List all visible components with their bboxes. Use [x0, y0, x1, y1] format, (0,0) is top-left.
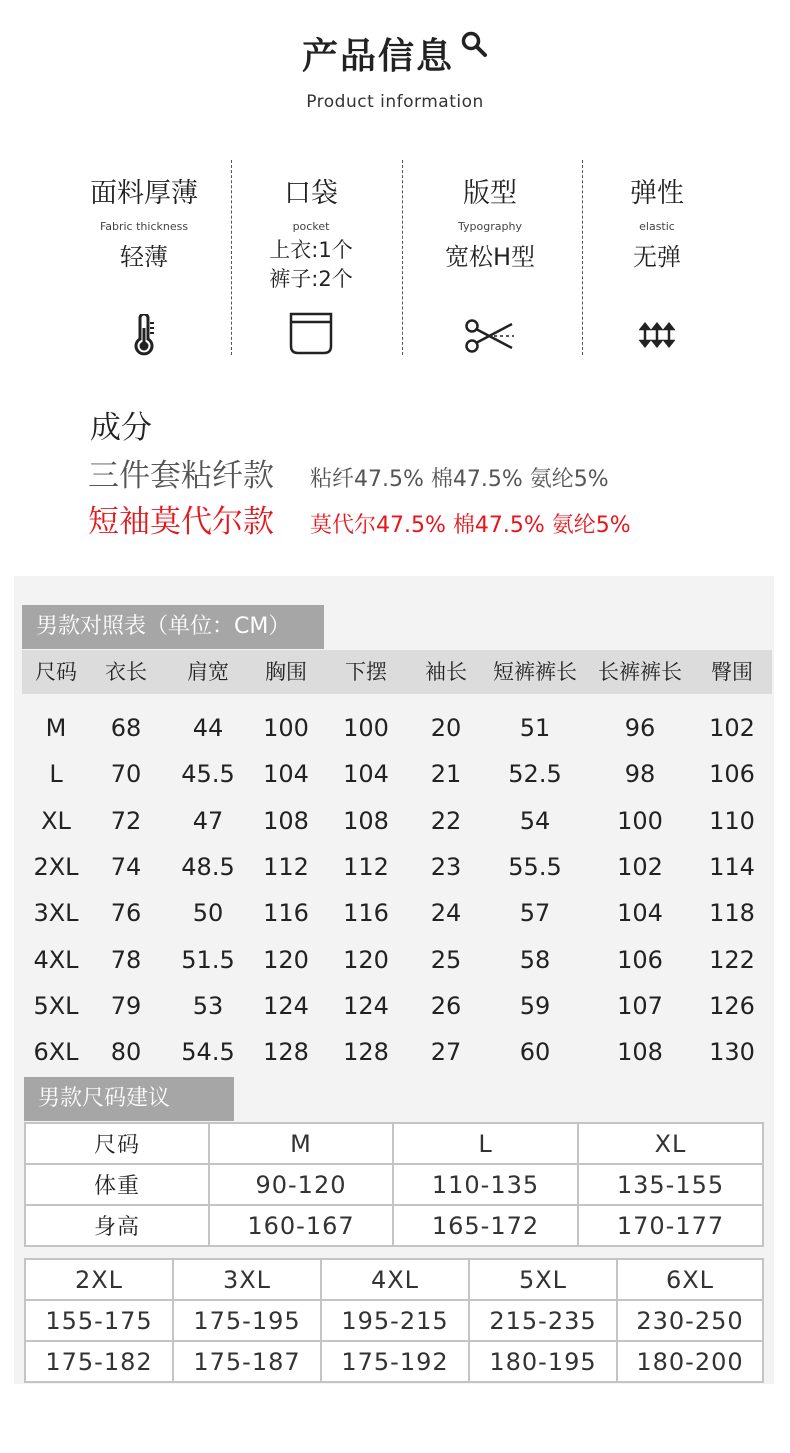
size-chart-cell: 74 — [110, 852, 142, 881]
size-chart-cell: 102 — [709, 714, 755, 742]
pocket-icon — [288, 310, 334, 356]
page-subtitle: Product information — [306, 92, 484, 112]
size-chart-size-cell: 4XL — [33, 945, 79, 974]
size-chart-cell: 24 — [430, 899, 462, 928]
size-chart-cell: 128 — [263, 1038, 309, 1067]
table-cell: 180-200 — [617, 1341, 763, 1382]
attr-label-en: Fabric thickness — [99, 220, 189, 233]
size-chart-cell: 104 — [617, 899, 663, 928]
size-chart-cell: 57 — [519, 899, 551, 928]
size-chart-cell: 47 — [192, 806, 224, 835]
size-chart-cell: 112 — [343, 852, 389, 881]
table-cell: 155-175 — [25, 1300, 173, 1341]
size-chart-cell: 108 — [263, 806, 309, 835]
table-cell: 2XL — [25, 1259, 173, 1300]
table-row — [25, 1205, 763, 1246]
size-chart-size-cell: XL — [41, 806, 71, 835]
attr-divider — [402, 160, 403, 355]
size-chart-cell: 27 — [430, 1038, 462, 1067]
size-chart-cell: 50 — [192, 899, 224, 928]
size-chart-cell: 120 — [263, 945, 309, 974]
size-chart-size-cell: L — [49, 760, 63, 789]
attr-fabric-thickness — [59, 176, 229, 272]
table-cell: 180-195 — [469, 1341, 617, 1382]
size-chart-column-header: 下摆 — [345, 660, 387, 684]
table-row — [25, 1341, 763, 1382]
size-chart-column-header: 衣长 — [105, 660, 147, 684]
row-label-cell: 身高 — [25, 1205, 209, 1246]
size-advice-table-2 — [24, 1258, 764, 1383]
size-chart-cell: 70 — [110, 760, 142, 789]
composition-heading: 成分 — [90, 410, 152, 446]
attr-label-en: Typography — [458, 220, 522, 233]
size-chart-cell: 112 — [263, 852, 309, 881]
size-chart-cell: 130 — [709, 1038, 755, 1067]
table-cell: 135-155 — [578, 1164, 763, 1205]
size-chart-cell: 104 — [263, 760, 309, 789]
attr-value-line-2: 裤子:2个 — [269, 267, 353, 291]
table-cell: 215-235 — [469, 1300, 617, 1341]
attr-pocket — [226, 176, 396, 294]
size-chart-cell: 44 — [192, 714, 224, 742]
size-chart-column-header: 胸围 — [265, 660, 307, 684]
attr-label: 弹性 — [630, 178, 684, 209]
size-chart-cell: 52.5 — [508, 760, 562, 789]
attr-value: 宽松H型 — [444, 243, 536, 271]
table-cell: 175-182 — [25, 1341, 173, 1382]
size-chart-cell: 124 — [343, 991, 389, 1020]
size-chart-column-header: 臀围 — [711, 660, 753, 684]
table-cell: 90-120 — [209, 1164, 393, 1205]
elastic-arrows-icon — [639, 322, 675, 348]
table-cell: 195-215 — [321, 1300, 469, 1341]
size-chart-cell: 51 — [519, 714, 551, 742]
size-chart-cell: 104 — [343, 760, 389, 789]
table-row — [25, 1123, 763, 1164]
composition-desc: 莫代尔47.5% 棉47.5% 氨纶5% — [310, 513, 631, 538]
table-row — [25, 1259, 763, 1300]
size-chart-column-header: 长裤裤长 — [598, 660, 682, 684]
row-label-cell: 体重 — [25, 1164, 209, 1205]
size-chart-cell: 54.5 — [181, 1038, 235, 1067]
attr-label-en: elastic — [639, 220, 675, 233]
table-cell: 170-177 — [578, 1205, 763, 1246]
table-cell: 175-192 — [321, 1341, 469, 1382]
size-chart-cell: 100 — [343, 714, 389, 742]
size-chart-cell: 108 — [343, 806, 389, 835]
size-chart-cell: 72 — [110, 806, 142, 835]
size-chart-cell: 122 — [709, 945, 755, 974]
size-chart-cell: 68 — [110, 714, 142, 742]
size-chart-cell: 21 — [430, 760, 462, 789]
scissors-icon — [464, 318, 516, 354]
size-chart-cell: 102 — [617, 852, 663, 881]
attr-value: 无弹 — [633, 243, 681, 271]
size-chart-cell: 48.5 — [181, 852, 235, 881]
table-row — [25, 1164, 763, 1205]
size-chart-column-header: 袖长 — [425, 660, 467, 684]
size-chart-cell: 108 — [617, 1038, 663, 1067]
table-cell: 5XL — [469, 1259, 617, 1300]
size-chart-cell: 116 — [343, 899, 389, 928]
size-chart-cell: 22 — [430, 806, 462, 835]
size-chart-cell: 76 — [110, 899, 142, 928]
attr-label: 版型 — [463, 178, 517, 209]
size-chart-cell: 107 — [617, 991, 663, 1020]
size-chart-cell: 59 — [519, 991, 551, 1020]
table-row — [25, 1300, 763, 1341]
size-chart-cell: 20 — [430, 714, 462, 742]
composition-row — [88, 450, 609, 495]
size-chart-size-cell: 3XL — [33, 899, 79, 928]
table-cell: 4XL — [321, 1259, 469, 1300]
size-chart-cell: 114 — [709, 852, 755, 881]
size-chart-cell: 128 — [343, 1038, 389, 1067]
size-chart-cell: 106 — [709, 760, 755, 789]
composition-desc: 粘纤47.5% 棉47.5% 氨纶5% — [310, 467, 609, 492]
size-chart-cell: 118 — [709, 899, 755, 928]
size-chart-cell: 98 — [624, 760, 656, 789]
size-chart-cell: 120 — [343, 945, 389, 974]
thermometer-icon — [131, 314, 157, 356]
table-cell: M — [209, 1123, 393, 1164]
size-chart-cell: 53 — [192, 991, 224, 1020]
attr-typography — [405, 176, 575, 272]
size-chart-cell: 79 — [110, 991, 142, 1020]
size-chart-cell: 100 — [263, 714, 309, 742]
row-label-cell: 尺码 — [25, 1123, 209, 1164]
table-cell: 160-167 — [209, 1205, 393, 1246]
size-chart-size-cell: 5XL — [33, 991, 79, 1020]
composition-name: 三件套粘纤款 — [88, 458, 274, 494]
composition-row — [88, 496, 631, 541]
table-cell: 110-135 — [393, 1164, 578, 1205]
size-chart-cell: 45.5 — [181, 760, 235, 789]
size-chart-cell: 26 — [430, 991, 462, 1020]
size-chart-cell: 78 — [110, 945, 142, 974]
attr-value: 轻薄 — [120, 243, 168, 271]
table-cell: XL — [578, 1123, 763, 1164]
table-cell: 6XL — [617, 1259, 763, 1300]
attr-elastic — [572, 176, 742, 272]
size-chart-size-cell: M — [45, 714, 67, 742]
page-title-text: 产品信息 — [301, 36, 454, 77]
size-chart-cell: 80 — [110, 1038, 142, 1067]
page-title — [0, 28, 790, 79]
size-chart-tab: 男款对照表（单位：CM） — [22, 605, 324, 649]
size-chart-cell: 23 — [430, 852, 462, 881]
table-cell: 165-172 — [393, 1205, 578, 1246]
size-chart-cell: 54 — [519, 806, 551, 835]
size-chart-column-header: 肩宽 — [187, 660, 229, 684]
size-chart-cell: 124 — [263, 991, 309, 1020]
attr-value-line-1: 上衣:1个 — [269, 238, 353, 262]
size-advice-table-1 — [24, 1122, 764, 1247]
magnifier-icon — [460, 30, 488, 58]
size-chart-cell: 51.5 — [181, 945, 235, 974]
table-cell: L — [393, 1123, 578, 1164]
size-chart-cell: 106 — [617, 945, 663, 974]
size-chart-cell: 126 — [709, 991, 755, 1020]
table-cell: 3XL — [173, 1259, 321, 1300]
size-chart-cell: 55.5 — [508, 852, 562, 881]
size-chart-cell: 100 — [617, 806, 663, 835]
size-chart-cell: 96 — [624, 714, 656, 742]
size-chart-cell: 58 — [519, 945, 551, 974]
attr-label: 口袋 — [284, 178, 338, 209]
size-chart-cell: 116 — [263, 899, 309, 928]
table-cell: 230-250 — [617, 1300, 763, 1341]
size-chart-size-cell: 2XL — [33, 852, 79, 881]
table-cell: 175-187 — [173, 1341, 321, 1382]
size-chart-column-header: 短裤裤长 — [493, 660, 577, 684]
attr-label-en: pocket — [292, 220, 330, 233]
size-advice-tab: 男款尺码建议 — [24, 1077, 234, 1121]
composition-name: 短袖莫代尔款 — [88, 504, 274, 540]
size-chart-size-cell: 6XL — [33, 1038, 79, 1067]
size-chart-cell: 60 — [519, 1038, 551, 1067]
table-cell: 175-195 — [173, 1300, 321, 1341]
size-chart-cell: 25 — [430, 945, 462, 974]
size-chart-column-header: 尺码 — [35, 660, 77, 684]
attr-label: 面料厚薄 — [90, 178, 198, 209]
size-chart-cell: 110 — [709, 806, 755, 835]
